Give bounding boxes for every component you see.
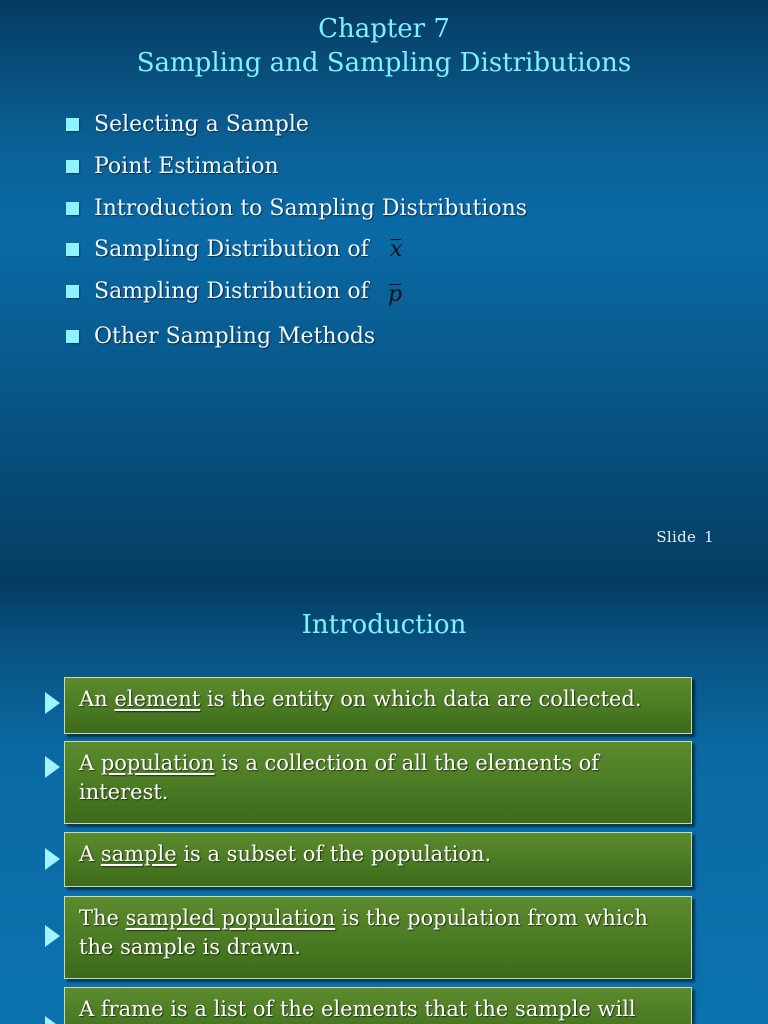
square-bullet-icon <box>66 330 79 343</box>
definition-term: element <box>114 687 201 711</box>
square-bullet-icon <box>66 285 79 298</box>
square-bullet-icon <box>66 202 79 215</box>
definition-text: is a subset of the population. <box>176 842 492 866</box>
triangle-bullet-icon <box>45 692 60 714</box>
triangle-bullet-icon <box>45 756 60 778</box>
bullet-text: Sampling Distribution of <box>94 279 369 304</box>
definition-term: population <box>100 751 215 775</box>
definition-term: sampled population <box>125 906 336 930</box>
chapter-title: Sampling and Sampling Distributions <box>136 48 632 78</box>
triangle-bullet-icon <box>45 925 60 947</box>
definition-text: A frame is a list of the elements that the sample will <box>79 997 636 1021</box>
p-bar-symbol: p <box>388 280 402 310</box>
slide-title <box>0 12 768 80</box>
bullet-text: Other Sampling Methods <box>94 324 376 349</box>
definition-box <box>64 896 692 979</box>
slide-2 <box>0 576 768 1024</box>
bullet-text: Selecting a Sample <box>94 112 309 137</box>
x-bar-symbol: x <box>390 235 402 265</box>
definition-term: sample <box>100 842 177 866</box>
triangle-bullet-icon <box>45 1016 60 1024</box>
definition-prefix: A <box>79 751 101 775</box>
definition-prefix: A <box>79 842 101 866</box>
definition-box <box>64 987 692 1024</box>
definition-text: is the entity on which data are collected. <box>200 687 642 711</box>
bullet-text: Point Estimation <box>94 154 279 179</box>
definition-text: is the population from which the sample is drawn. <box>79 906 648 959</box>
definition-text: is a collection of all the elements of interest. <box>79 751 600 804</box>
definition-box <box>64 677 692 734</box>
definition-prefix: The <box>79 906 126 930</box>
definition-box <box>64 832 692 887</box>
bullet-text: Introduction to Sampling Distributions <box>94 196 528 221</box>
square-bullet-icon <box>66 118 79 131</box>
square-bullet-icon <box>66 243 79 256</box>
definition-prefix: An <box>79 687 115 711</box>
bullet-text: Sampling Distribution of <box>94 237 369 262</box>
square-bullet-icon <box>66 160 79 173</box>
slide-title: Introduction <box>301 610 467 640</box>
slide-number-value: 1 <box>704 528 714 546</box>
definition-box <box>64 741 692 824</box>
chapter-label: Chapter 7 <box>318 14 450 44</box>
slide-number-label: Slide <box>656 528 697 546</box>
triangle-bullet-icon <box>45 848 60 870</box>
slide-number <box>656 528 714 546</box>
